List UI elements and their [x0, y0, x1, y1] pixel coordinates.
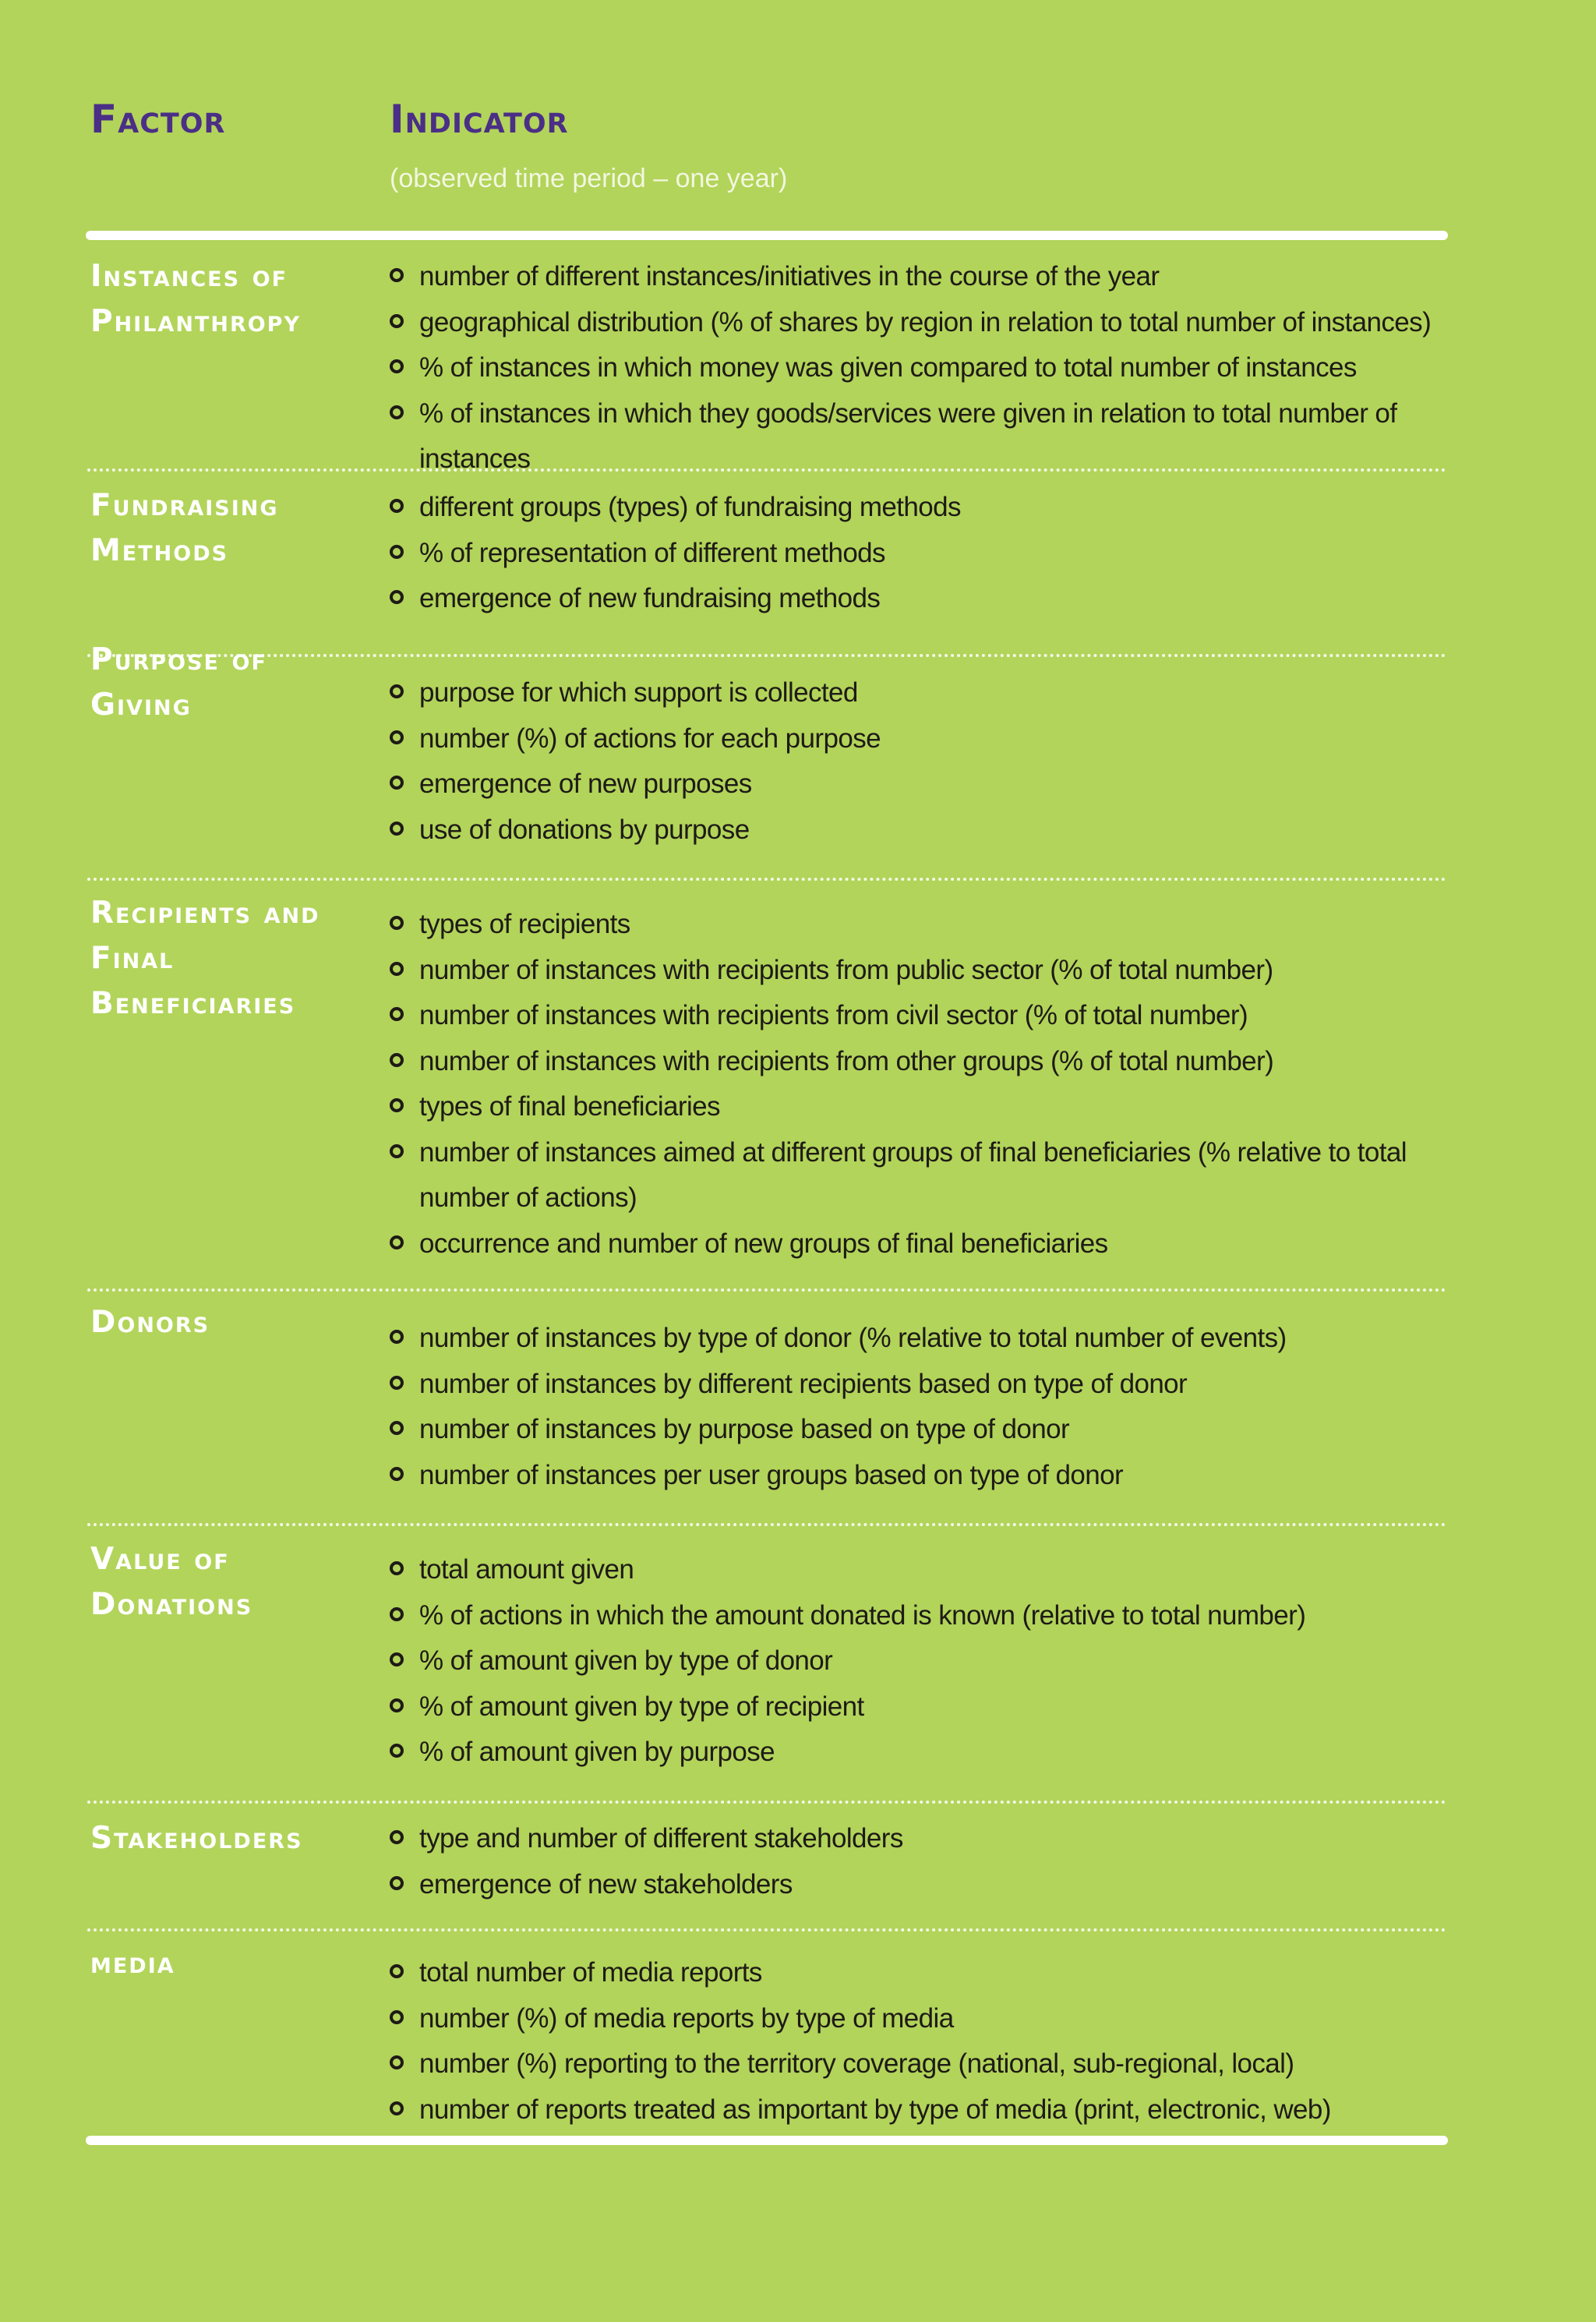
factor-label: Donors — [90, 1305, 210, 1340]
indicator-subtitle: (observed time period – one year) — [390, 164, 788, 193]
indicator-item — [390, 1084, 1465, 1130]
indicator-text: geographical distribution (% of shares by region in relation to total number of instances) — [419, 306, 1432, 338]
indicator-text: number of instances with recipients from civil sector (% of total number) — [419, 1000, 1248, 1030]
factor-label: Recipients and Final Beneficiaries — [90, 896, 320, 1021]
bullet-icon — [390, 499, 404, 513]
bullet-icon — [390, 962, 404, 976]
indicator-item — [390, 670, 1465, 716]
section-divider — [87, 1928, 1446, 1931]
indicator-text: number of instances with recipients from public sector (% of total number) — [419, 954, 1273, 985]
bullet-icon — [390, 2010, 404, 2024]
bullet-icon — [390, 1652, 404, 1666]
indicator-list — [390, 670, 1465, 853]
indicator-item — [390, 1316, 1465, 1362]
indicator-text: purpose for which support is collected — [419, 677, 858, 708]
indicator-item — [390, 993, 1465, 1039]
bullet-icon — [390, 1964, 404, 1978]
indicator-text: total number of media reports — [419, 1957, 762, 1988]
bullet-icon — [390, 1098, 404, 1112]
indicator-item — [390, 1638, 1465, 1684]
indicator-text: different groups (types) of fundraising methods — [419, 492, 961, 522]
section-divider — [87, 878, 1446, 881]
indicator-list — [390, 902, 1465, 1267]
indicator-text: % of amount given by type of recipient — [419, 1691, 864, 1722]
indicator-item — [390, 254, 1465, 300]
bullet-icon — [390, 916, 404, 930]
indicator-item — [390, 531, 1465, 577]
bullet-icon — [390, 314, 404, 328]
bullet-icon — [390, 1376, 404, 1390]
indicator-text: emergence of new stakeholders — [419, 1868, 793, 1900]
bullet-icon — [390, 1053, 404, 1067]
indicator-item — [390, 948, 1465, 994]
indicator-item — [390, 1130, 1465, 1221]
indicator-text: number (%) of actions for each purpose — [419, 723, 881, 754]
bullet-icon — [390, 1607, 404, 1621]
factor-label: Fundraising Methods — [90, 488, 279, 568]
indicator-text: types of recipients — [419, 909, 630, 939]
indicator-item — [390, 1039, 1465, 1085]
bullet-icon — [390, 2101, 404, 2115]
section-divider — [87, 468, 1446, 472]
table-bottom-rule — [86, 2136, 1448, 2145]
indicator-text: % of amount given by type of donor — [419, 1645, 833, 1676]
bullet-icon — [390, 1330, 404, 1344]
indicator-item — [390, 1730, 1465, 1776]
indicator-text: % of actions in which the amount donated is known (relative to total number) — [419, 1599, 1306, 1631]
bullet-icon — [390, 1421, 404, 1435]
indicator-text: number of instances by purpose based on type of donor — [419, 1414, 1070, 1444]
bullet-icon — [390, 684, 404, 698]
indicator-list — [390, 1547, 1465, 1776]
indicator-text: number of instances by different recipients based on type of donor — [419, 1368, 1188, 1399]
bullet-icon — [390, 405, 404, 419]
indicator-text: number (%) of media reports by type of media — [419, 2002, 954, 2034]
indicator-text: type and number of different stakeholders — [419, 1823, 903, 1854]
factor-label: media — [90, 1946, 175, 1981]
bullet-icon — [390, 359, 404, 373]
bullet-icon — [390, 268, 404, 282]
indicator-item — [390, 300, 1465, 346]
bullet-icon — [390, 776, 404, 790]
indicator-item — [390, 1221, 1465, 1267]
bullet-icon — [390, 730, 404, 744]
indicator-text: number of instances aimed at different groups of final beneficiaries (% relative to total number of actions) — [419, 1136, 1407, 1213]
factor-label: Purpose of Giving — [90, 642, 267, 723]
bullet-icon — [390, 1007, 404, 1021]
indicator-text: use of donations by purpose — [419, 814, 750, 845]
section-divider — [87, 1288, 1446, 1292]
indicator-text: number of instances per user groups based on type of donor — [419, 1459, 1124, 1490]
indicator-text: % of instances in which money was given compared to total number of instances — [419, 352, 1357, 383]
indicator-list — [390, 254, 1465, 482]
indicator-text: total amount given — [419, 1554, 634, 1585]
indicator-text: number of reports treated as important by type of media (print, electronic, web) — [419, 2094, 1331, 2125]
bullet-icon — [390, 1561, 404, 1575]
bullet-icon — [390, 1744, 404, 1758]
section-divider — [87, 1523, 1446, 1526]
indicator-text: occurrence and number of new groups of final beneficiaries — [419, 1228, 1108, 1259]
indicator-text: number of instances with recipients from other groups (% of total number) — [419, 1045, 1274, 1076]
indicator-text: emergence of new purposes — [419, 769, 752, 799]
table-top-rule — [86, 231, 1448, 240]
bullet-icon — [390, 545, 404, 559]
indicator-text: number of instances by type of donor (% relative to total number of events) — [419, 1323, 1287, 1353]
bullet-icon — [390, 1144, 404, 1158]
indicator-text: % of instances in which they goods/services were given in relation to total number of instances — [419, 398, 1397, 474]
indicator-list — [390, 1316, 1465, 1498]
factor-label: Stakeholders — [90, 1821, 303, 1856]
indicator-item — [390, 1862, 1465, 1908]
indicator-item — [390, 1816, 1465, 1862]
indicator-text: % of representation of different methods — [419, 537, 885, 568]
bullet-icon — [390, 1876, 404, 1890]
bullet-icon — [390, 2055, 404, 2069]
factor-label: Value of Donations — [90, 1542, 253, 1622]
factor-label: Instances of Philanthropy — [90, 259, 302, 339]
indicator-item — [390, 1407, 1465, 1453]
indicator-text: number of different instances/initiatives in the course of the year — [419, 261, 1160, 292]
indicator-item — [390, 1684, 1465, 1730]
indicator-item — [390, 808, 1465, 854]
indicator-text: number (%) reporting to the territory coverage (national, sub-regional, local) — [419, 2048, 1294, 2079]
indicator-text: emergence of new fundraising methods — [419, 583, 881, 613]
bullet-icon — [390, 822, 404, 836]
bullet-icon — [390, 1235, 404, 1249]
indicator-column-header: Indicator — [390, 97, 569, 142]
indicator-item — [390, 1362, 1465, 1408]
indicator-text: % of amount given by purpose — [419, 1737, 775, 1767]
indicator-item — [390, 2087, 1465, 2133]
bullet-icon — [390, 590, 404, 604]
indicator-item — [390, 1547, 1465, 1593]
indicator-item — [390, 1453, 1465, 1499]
indicator-item — [390, 1593, 1465, 1639]
indicator-item — [390, 576, 1465, 622]
indicator-item — [390, 762, 1465, 808]
indicator-item — [390, 2041, 1465, 2087]
bullet-icon — [390, 1467, 404, 1481]
factor-column-header: Factor — [90, 97, 226, 142]
indicator-item — [390, 1996, 1465, 2042]
indicator-list — [390, 485, 1465, 622]
indicator-item — [390, 716, 1465, 762]
bullet-icon — [390, 1698, 404, 1712]
indicator-list — [390, 1950, 1465, 2133]
indicator-list — [390, 1816, 1465, 1907]
indicator-item — [390, 345, 1465, 391]
section-divider — [87, 1801, 1446, 1804]
indicator-item — [390, 485, 1465, 531]
bullet-icon — [390, 1830, 404, 1844]
indicator-text: types of final beneficiaries — [419, 1091, 720, 1122]
indicator-item — [390, 902, 1465, 948]
indicator-item — [390, 1950, 1465, 1996]
